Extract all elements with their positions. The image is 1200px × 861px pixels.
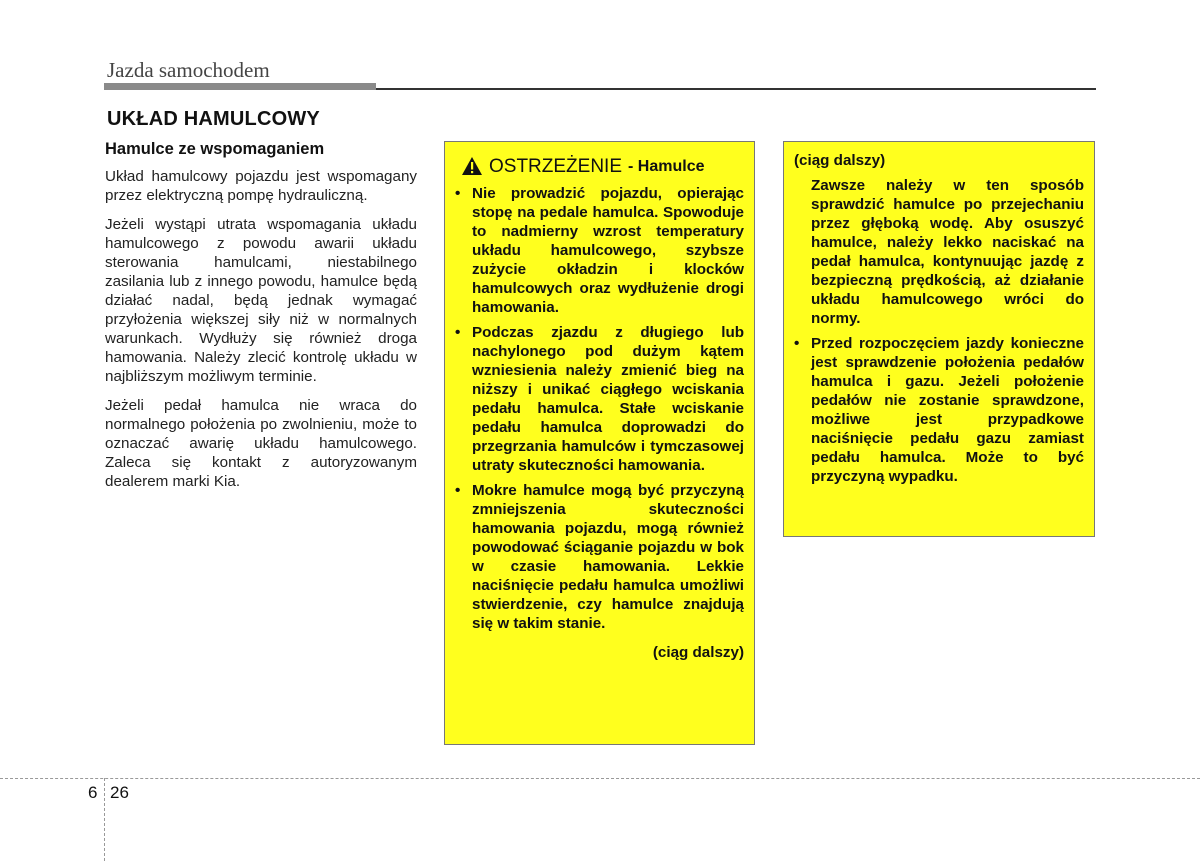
page-number: 26 [110, 783, 129, 802]
continuation-item: • Przed rozpoczęciem jazdy konieczne jest sprawdzenie położenia pedałów hamulca i gazu. Jeżeli położenie pedałów nie zostanie sprawdzone, możliwe jest przypadkowe naciśnięcie pedału gazu zamiast pedału hamulca. Może to być przyczyną wypadku. [794, 334, 1084, 486]
body-paragraph: Układ hamulcowy pojazdu jest wspomagany przez elektryczną pompę hydrauliczną. [105, 168, 417, 204]
continuation-paragraph: Zawsze należy w ten sposób sprawdzić hamulce po przejechaniu przez głęboką wodę. Aby osuszyć hamulce, należy lekko naciskać na pedał hamulca, kontynuując jazdę z bezpieczną prędkością, aż działanie układu hamulcowego wróci do normy. [811, 177, 1084, 327]
warning-triangle-icon [461, 156, 483, 176]
continued-note: (ciąg dalszy) [652, 644, 744, 661]
body-paragraph: Jeżeli wystąpi utrata wspomagania układu hamulcowego z powodu awarii układu sterowania hamulcami, niestabilnego zasilania lub z innego powodu, hamulce będą działać nadal, będą jednak wymagać przyłożenia większej siły niż w normalnych warunkach. Wydłuży się również droga hamowania. Należy zlecić kontrolę układu w najbliższym możliwym terminie. [105, 216, 417, 385]
body-paragraph: Jeżeli pedał hamulca nie wraca do normalnego położenia po zwolnieniu, może to oznaczać awarię układu hamulcowego. Zaleca się kontakt z autoryzowanym dealerem marki Kia. [105, 397, 417, 490]
footer-divider [0, 778, 1200, 779]
header-rule-thin [376, 88, 1096, 90]
warning-item: • Mokre hamulce mogą być przyczyną zmniejszenia skuteczności hamowania pojazdu, mogą również powodować ściąganie pojazdu w bok w czasie hamowania. Lekkie naciśnięcie pedału hamulca umożliwi stwierdzenie, czy hamulce znajdują się w takim stanie. [455, 481, 744, 633]
warning-header [461, 156, 744, 176]
header-rule-thick [104, 83, 376, 90]
warning-title: OSTRZEŻENIE [489, 155, 623, 177]
section-title: UKŁAD HAMULCOWY [107, 108, 320, 130]
warning-item: • Nie prowadzić pojazdu, opierając stopę na pedale hamulca. Spowoduje to nadmierny wzrost temperatury układu hamulcowego, szybsze zużycie okładzin i klocków hamulcowych oraz wydłużenie drogi hamowania. [455, 184, 744, 317]
warning-item: • Podczas zjazdu z długiego lub nachylonego pod dużym kątem wzniesienia należy zmienić bieg na niższy i unikać ciągłego wciskania pedału hamulca. Stałe wciskanie pedału hamulca doprowadzi do przegrzania hamulców i tymczasowej utraty skuteczności hamowania. [455, 323, 744, 475]
header-title: Jazda samochodem [107, 58, 270, 82]
warning-list [455, 184, 744, 633]
warning-subtitle: - Hamulce [628, 157, 705, 175]
footer-vertical-divider [104, 778, 105, 861]
continuation-list [794, 334, 1084, 486]
continuation-box [783, 141, 1095, 537]
warning-box [444, 141, 755, 745]
continued-label: (ciąg dalszy) [794, 152, 886, 169]
subheading: Hamulce ze wspomaganiem [105, 140, 325, 158]
chapter-number: 6 [88, 783, 98, 802]
body-text-column [105, 167, 417, 501]
